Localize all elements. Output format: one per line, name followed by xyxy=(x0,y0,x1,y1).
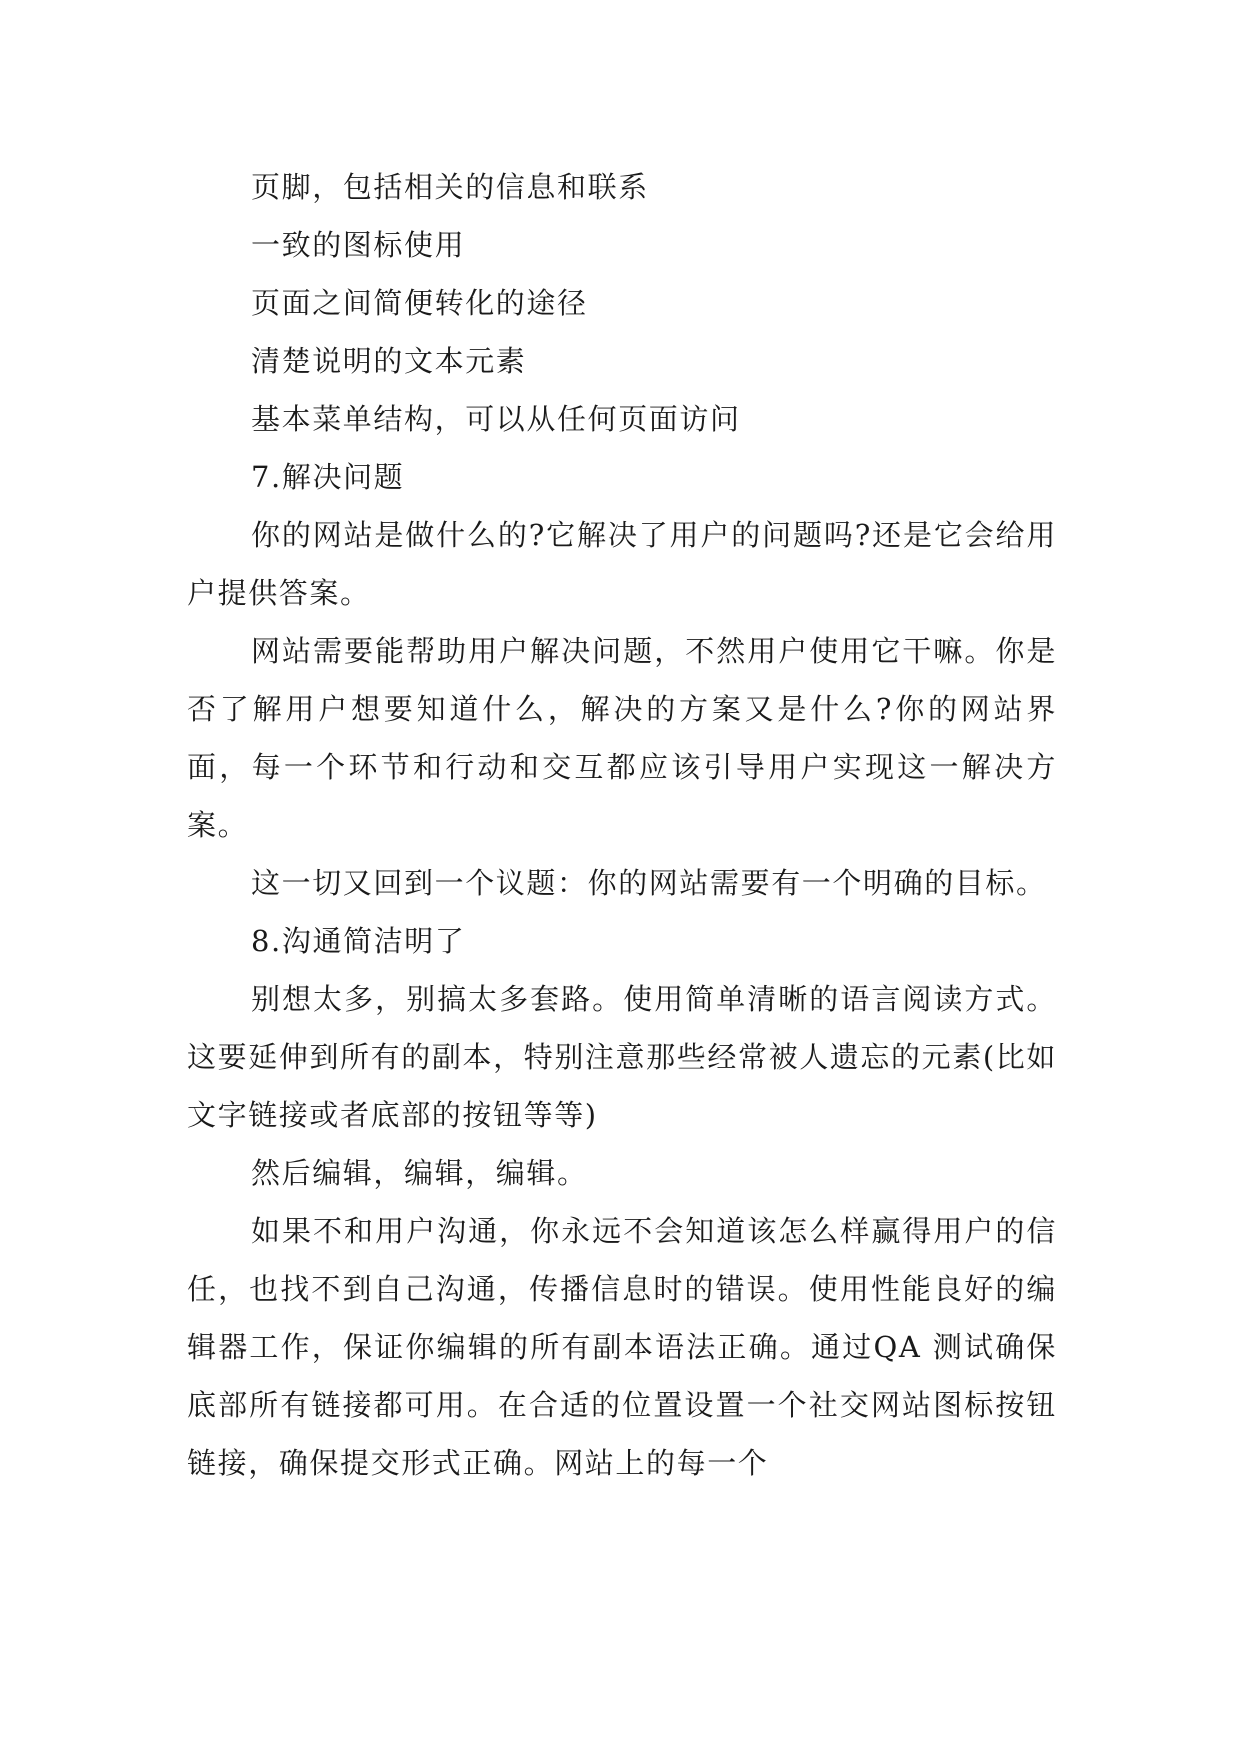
list-item: 一致的图标使用 xyxy=(251,228,466,262)
paragraph: 你的网站是做什么的?它解决了用户的问题吗?还是它会给用户提供答案。 xyxy=(187,518,1057,610)
document-body xyxy=(187,158,1057,1492)
paragraph: 如果不和用户沟通，你永远不会知道该怎么样赢得用户的信任，也找不到自己沟通，传播信息时的错误。使用性能良好的编辑器工作，保证你编辑的所有副本语法正确。通过QA 测试确保底部所有链接都可用。在合适的位置设置一个社交网站图标按钮链接，确保提交形式正确。网站上的每一个 xyxy=(187,1214,1057,1480)
paragraph: 别想太多，别搞太多套路。使用简单清晰的语言阅读方式。这要延伸到所有的副本，特别注意那些经常被人遗忘的元素(比如文字链接或者底部的按钮等等) xyxy=(187,982,1057,1132)
list-item: 页脚，包括相关的信息和联系 xyxy=(251,170,649,204)
section-heading: 8.沟通简洁明了 xyxy=(251,924,466,958)
list-item: 基本菜单结构，可以从任何页面访问 xyxy=(251,402,741,436)
paragraph: 这一切又回到一个议题：你的网站需要有一个明确的目标。 xyxy=(251,866,1047,900)
paragraph: 网站需要能帮助用户解决问题，不然用户使用它干嘛。你是否了解用户想要知道什么，解决的方案又是什么?你的网站界面，每一个环节和行动和交互都应该引导用户实现这一解决方案。 xyxy=(187,634,1057,842)
list-item: 页面之间简便转化的途径 xyxy=(251,286,588,320)
paragraph: 然后编辑，编辑，编辑。 xyxy=(251,1156,588,1190)
section-heading: 7.解决问题 xyxy=(251,460,405,494)
list-item: 清楚说明的文本元素 xyxy=(251,344,527,378)
